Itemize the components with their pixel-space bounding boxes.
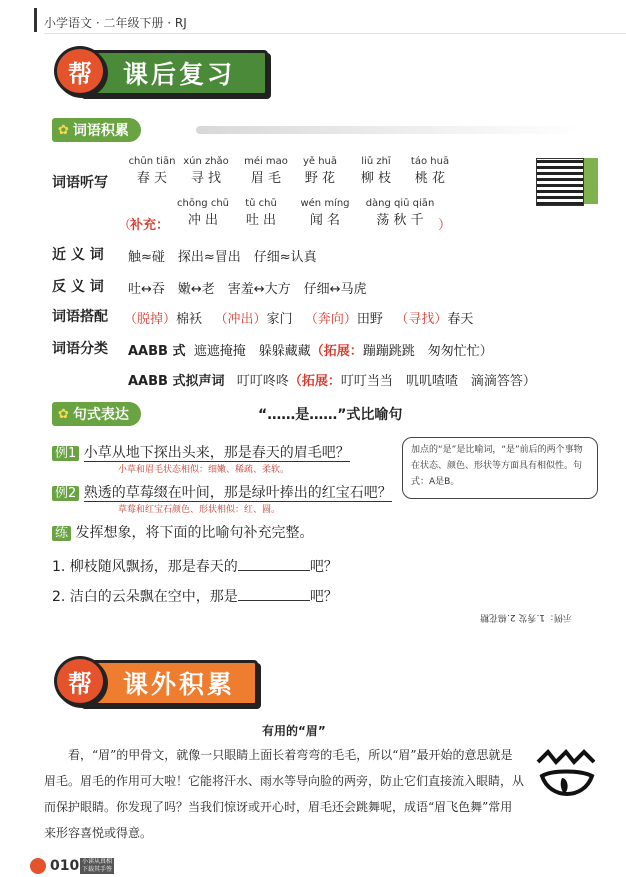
word-item: táo huā 桃 花 xyxy=(410,156,450,186)
page-star-icon xyxy=(30,858,46,874)
bang-badge: 帮 xyxy=(54,656,106,706)
antonym-label: 反 义 词 xyxy=(52,279,104,295)
word-item: yě huā 野 花 xyxy=(302,156,338,186)
synonym-label: 近 义 词 xyxy=(52,247,104,263)
practice-instruction: 练 发挥想象，将下面的比喻句补充完整。 xyxy=(52,522,313,542)
word-item: xún zhǎo 寻 找 xyxy=(183,156,229,186)
classification-row-1: AABB 式 遮遮掩掩 躲躲藏藏（拓展：蹦蹦跳跳 匆匆忙忙） xyxy=(128,344,493,359)
example-2-note: 草莓和红宝石颜色、形状相似：红、圆。 xyxy=(118,505,281,515)
synonym-text: 触≈碰 探出≈冒出 仔细≈认真 xyxy=(128,250,317,265)
brush-stroke xyxy=(196,126,586,134)
qr-code[interactable] xyxy=(536,158,584,206)
explanation-callout: 加点的“是”是比喻词，“是”前后的两个事物在状态、颜色、形状等方面具有相似性。句式：A是B。 xyxy=(402,437,598,499)
page-number: 010 xyxy=(50,858,80,874)
word-item: wén míng 闻 名 xyxy=(300,198,350,228)
sentence-tag: ✿ 句式表达 xyxy=(52,402,141,426)
supplement-row: （ 补充： chōng chū 冲 出 tǔ chū 吐 出 wén míng 闻 名 dàng qiū qiān 荡 秋 千 ） xyxy=(118,198,452,233)
sentence-heading: “……是……”式比喻句 xyxy=(258,407,403,423)
dictation-label: 词语听写 xyxy=(52,175,108,191)
supplement-label: 补充： xyxy=(130,218,170,233)
article-paragraph: 看，“眉”的甲骨文，就像一只眼睛上面长着弯弯的毛毛，所以“眉”最开始的意思就是眉毛。眉毛的作用可大啦！它能将汗水、雨水等导向脸的两旁，防止它们直接流入眼睛，从而保护眼睛。你发现了吗？当我们惊讶或开心时，眉毛还会跳舞呢，成语“眉飞色舞”常用来形容喜悦或得意。 xyxy=(44,748,525,840)
word-item: chūn tiān 春 天 xyxy=(128,156,176,186)
classification-label: 词语分类 xyxy=(52,341,108,357)
header-bar xyxy=(34,8,37,32)
qr-side-strip xyxy=(584,158,598,204)
example-2: 例2 熟透的草莓缀在叶间，那是绿叶捧出的红宝石吧？ xyxy=(52,482,392,502)
word-item: tǔ chū 吐 出 xyxy=(245,198,277,228)
book-title: 小学语文 · 二年级下册 · RJ xyxy=(44,16,187,30)
section-title: 课外积累 xyxy=(123,670,236,699)
question-1: 1. 柳枝随风飘扬，那是春天的 吧？ xyxy=(52,559,338,575)
dictation-words xyxy=(126,156,456,190)
answer-blank[interactable] xyxy=(238,588,310,601)
question-2: 2. 洁白的云朵飘在空中，那是 吧？ xyxy=(52,589,338,605)
bang-badge: 帮 xyxy=(54,46,106,96)
section-title: 课后复习 xyxy=(123,60,236,89)
vocab-tag: ✿ 词语积累 xyxy=(52,118,141,142)
oracle-eyebrow-glyph xyxy=(534,748,600,812)
footer-box: 小读从真相 下载其手签 xyxy=(81,858,112,873)
word-item: méi mao 眉 毛 xyxy=(244,156,288,186)
collocation-label: 词语搭配 xyxy=(52,309,108,325)
answer-blank[interactable] xyxy=(238,558,310,571)
practice-badge: 练 xyxy=(52,526,71,541)
section-banner-review xyxy=(78,50,268,96)
header-divider xyxy=(44,33,626,34)
word-item: dàng qiū qiān 荡 秋 千 xyxy=(365,198,435,228)
antonym-text: 吐↔吞 嫩↔老 害羞↔大方 仔细↔马虎 xyxy=(128,282,367,297)
star-icon: ✿ xyxy=(58,406,69,422)
example-1: 例1 小草从地下探出头来，那是春天的眉毛吧？ xyxy=(52,442,350,462)
example-badge: 例1 xyxy=(52,446,79,461)
collocation-list: （脱掉）棉袄 （冲出）家门 （奔向）田野 （寻找）春天 xyxy=(124,312,474,327)
article-title: 有用的“眉” xyxy=(262,724,326,738)
word-item: chōng chū 冲 出 xyxy=(177,198,229,228)
star-icon: ✿ xyxy=(58,122,69,138)
classification-row-2: AABB 式拟声词 叮叮咚咚（拓展：叮叮当当 叽叽喳喳 滴滴答答） xyxy=(128,374,536,389)
example-1-note: 小草和眉毛状态相似：细嫩、稀疏、柔软。 xyxy=(118,465,290,475)
example-badge: 例2 xyxy=(52,486,79,501)
word-item: liǔ zhī 柳 枝 xyxy=(360,156,392,186)
upside-down-answer: 示例：1.秀发 2.棉花糖 xyxy=(480,612,573,622)
